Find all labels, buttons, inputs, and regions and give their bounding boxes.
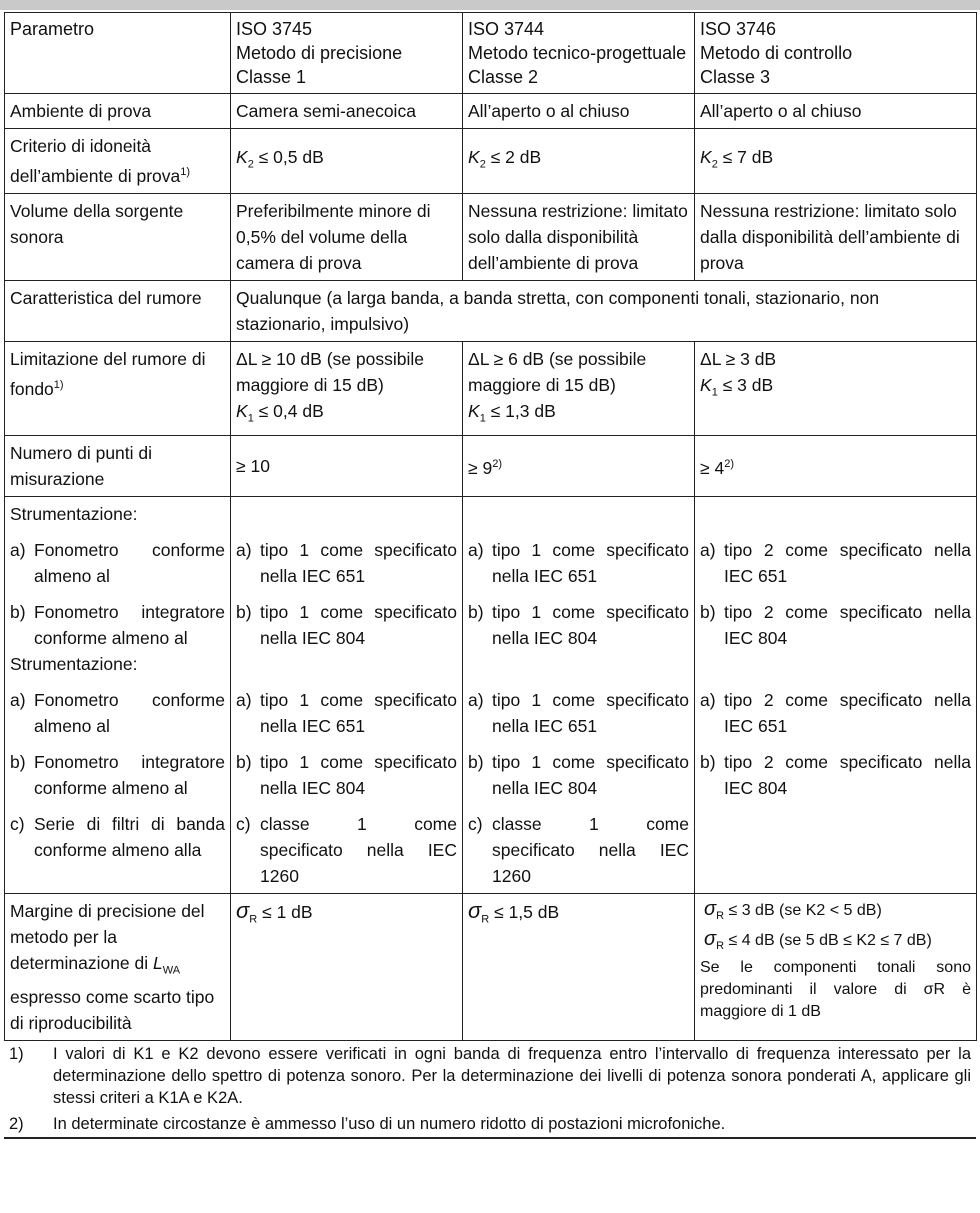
punti-c2: ≥ $9^{2)}$ xyxy=(463,436,695,497)
row-ambiente xyxy=(5,94,977,129)
volume-c1: Preferibilmente minore di 0,5% del volume della camera di prova xyxy=(231,193,463,280)
strumentazione-c3: a) tipo 2 come specificato nella IEC 651 b) tipo 2 come specificato nella IEC 804 a) tipo 2 come specificato nella IEC 651 b) tipo 2 come specificato nella IEC 804 xyxy=(695,497,977,894)
top-gray-bar xyxy=(0,0,980,10)
header-iso3745: ISO 3745 Metodo di precisione Classe 1 xyxy=(231,13,463,94)
ambiente-c2: All’aperto o al chiuso xyxy=(463,94,695,129)
volume-c3: Nessuna restrizione: limitato solo dalla disponibilità dell’ambiente di prova xyxy=(695,193,977,280)
iso-comparison-document xyxy=(4,12,976,1208)
row-volume xyxy=(5,193,977,280)
criterio-label: Criterio di idoneità dell’ambiente di prova$^{1)}$ xyxy=(5,129,231,194)
header-row xyxy=(5,13,977,94)
footnote-2: 2) In determinate circostanze è ammesso l’uso di un numero ridotto di postazioni microfoniche. xyxy=(9,1114,726,1133)
volume-label: Volume della sorgente sonora xyxy=(5,193,231,280)
margine-c2: $\sigma_R \le 1,5$ dB xyxy=(463,894,695,1041)
punti-c1: ≥ 10 xyxy=(231,436,463,497)
punti-c3: ≥ $4^{2)}$ xyxy=(695,436,977,497)
row-criterio xyxy=(5,129,977,194)
row-margine xyxy=(5,894,977,1041)
strumentazione-c2: a) tipo 1 come specificato nella IEC 651 b) tipo 1 come specificato nella IEC 804 a) tipo 1 come specificato nella IEC 651 b) tipo 1 come specificato nella IEC 804 c) classe 1 come specificato nella IEC 1260 xyxy=(463,497,695,894)
fondo-c1: ΔL ≥ 10 dB (se possibile maggiore di 15 dB) $K_1 \le 0,4$ dB xyxy=(231,341,463,436)
header-iso3744: ISO 3744 Metodo tecnico-progettuale Classe 2 xyxy=(463,13,695,94)
fondo-c2: ΔL ≥ 6 dB (se possibile maggiore di 15 dB) $K_1 \le 1,3$ dB xyxy=(463,341,695,436)
margine-label: Margine di precisione del metodo per la determinazione di $L_{WA}$ espresso come scarto tipo di riproducibilità xyxy=(5,894,231,1041)
footnotes-table xyxy=(4,1041,976,1137)
footnote-1: 1) I valori di K1 e K2 devono essere verificati in ogni banda di frequenza entro l’intervallo di frequenza interessato per la determinazione dello spettro di potenza sonoro. Per la determinazione dei livelli di potenza sonora ponderati A, applicare gli stessi criteri a K1A e K2A. xyxy=(9,1044,971,1107)
ambiente-c1: Camera semi-anecoica xyxy=(231,94,463,129)
ambiente-label: Ambiente di prova xyxy=(5,94,231,129)
header-iso3746: ISO 3746 Metodo di controllo Classe 3 xyxy=(695,13,977,94)
row-punti xyxy=(5,436,977,497)
fondo-c3: ΔL ≥ 3 dB $K_1 \le 3$ dB xyxy=(695,341,977,436)
notes-section xyxy=(4,1041,976,1139)
margine-c1: $\sigma_R \le 1$ dB xyxy=(231,894,463,1041)
rumore-label: Caratteristica del rumore xyxy=(5,280,231,341)
iso-methods-table xyxy=(4,12,977,1041)
criterio-c3: $K_2 \le 7$ dB xyxy=(695,129,977,194)
criterio-c2: $K_2 \le 2$ dB xyxy=(463,129,695,194)
rumore-value: Qualunque (a larga banda, a banda stretta, con componenti tonali, stazionario, non stazionario, impulsivo) xyxy=(231,280,977,341)
header-parametro: Parametro xyxy=(5,13,231,94)
punti-label: Numero di punti di misurazione xyxy=(5,436,231,497)
fondo-label: Limitazione del rumore di fondo$^{1)}$ xyxy=(5,341,231,436)
ambiente-c3: All’aperto o al chiuso xyxy=(695,94,977,129)
strumentazione-c1: a) tipo 1 come specificato nella IEC 651 b) tipo 1 come specificato nella IEC 804 a) tipo 1 come specificato nella IEC 651 b) tipo 1 come specificato nella IEC 804 c) classe 1 come specificato nella IEC 1260 xyxy=(231,497,463,894)
margine-c3: $\sigma_R \le 3$ dB (se K2 < 5 dB) $\sigma_R \le 4$ dB (se 5 dB ≤ K2 ≤ 7 dB) Se le componenti tonali sono predominanti il valore di σR è maggiore di 1 dB xyxy=(695,894,977,1041)
row-rumore xyxy=(5,280,977,341)
volume-c2: Nessuna restrizione: limitato solo dalla disponibilità dell’ambiente di prova xyxy=(463,193,695,280)
strumentazione-label: Strumentazione: a) Fonometro conforme almeno al b) Fonometro integratore conforme almeno al Strumentazione: a) Fonometro conforme almeno al b) Fonometro integratore conforme almeno al c) Serie di filtri di banda conforme almeno alla xyxy=(5,497,231,894)
row-fondo xyxy=(5,341,977,436)
row-strumentazione xyxy=(5,497,977,894)
criterio-c1: $K_2 \le 0,5$ dB xyxy=(231,129,463,194)
